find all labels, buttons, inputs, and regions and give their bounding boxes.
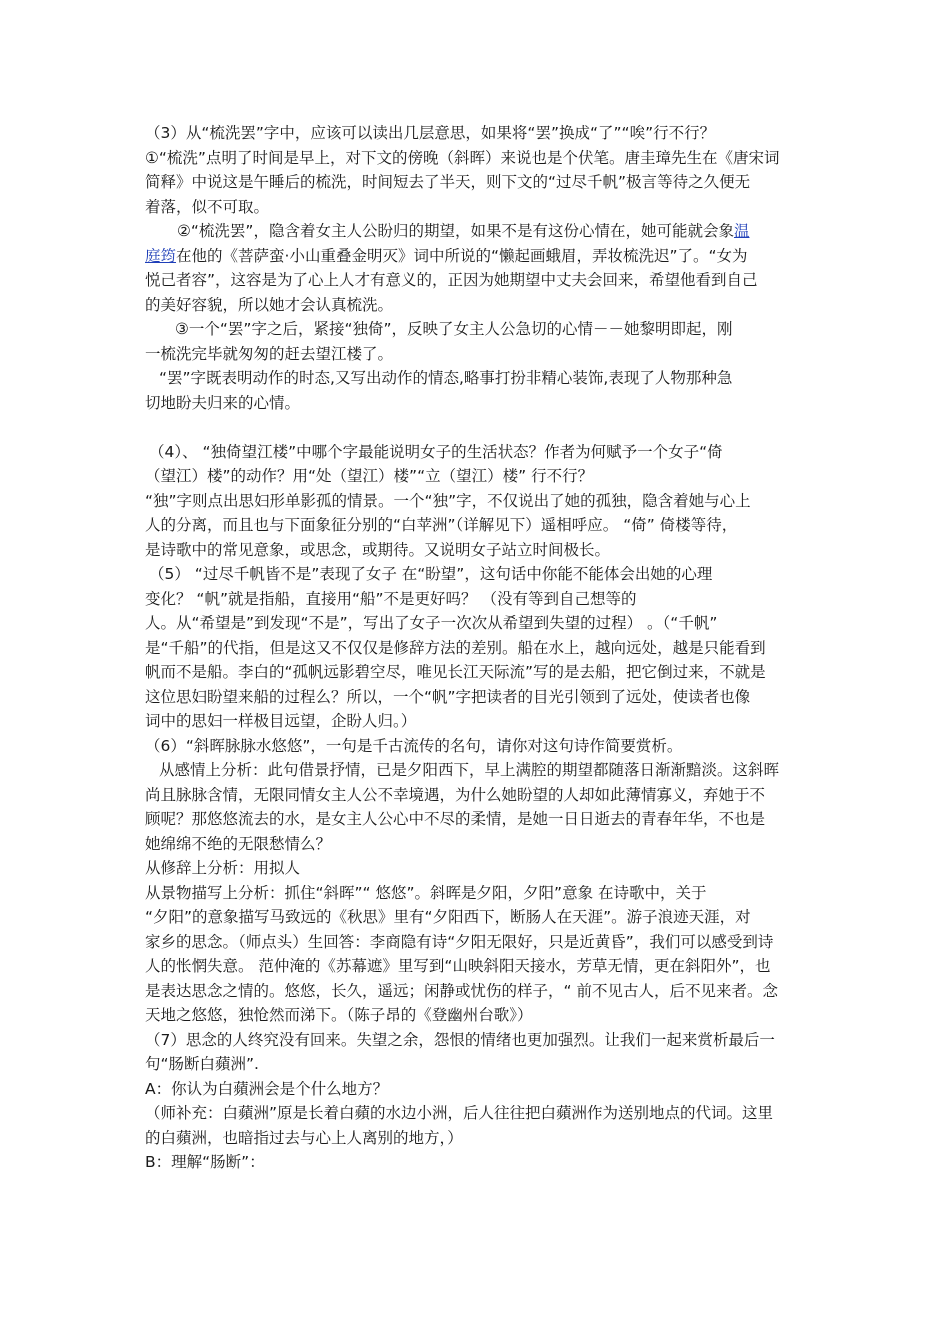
question-7-part-a: A：你认为白蘋洲会是个什么地方？ [145, 1079, 389, 1098]
answer-3-point-3: ③一个“罢”字之后，紧接“独倚”，反映了女主人公急切的心情－－她黎明即起，刚 [175, 320, 733, 338]
answer-3-point-2-end: 的美好容貌，所以她才会认真梳洗。 [145, 295, 394, 314]
answer-6-scenery-end: 天地之悠悠，独怆然而涕下。（陈子昂的《登幽州台歌》） [145, 1006, 533, 1024]
question-4-heading: （4）、 “独倚望江楼”中哪个字最能说明女子的生活状态？作者为何赋予一个女子“倚 [149, 442, 723, 461]
answer-3-point-1-cont: 简释》中说这是午睡后的梳洗，时间短去了半天，则下文的“过尽千帆”极言等待之久便无 [145, 173, 751, 191]
teacher-note: （师补充：白蘋洲”原是长着白蘋的水边小洲，后人往往把白蘋洲作为送别地点的代词。这里 [145, 1104, 774, 1122]
answer-3-point-2-text: ②“梳洗罢”，隐含着女主人公盼归的期望，如果不是有这份心情在，她可能就会象 [177, 222, 734, 240]
answer-6-emotion: 从感情上分析：此句借景抒情，已是夕阳西下，早上满腔的期望都随落日渐渐黯淡。这斜晖 [159, 761, 780, 779]
answer-3-point-1-end: 着落，似不可取。 [145, 197, 270, 216]
answer-4-text-end: 是诗歌中的常见意象，或思念，或期待。又说明女子站立时间极长。 [145, 540, 611, 559]
wen-tingyun-link[interactable]: 温 [733, 222, 750, 240]
answer-5-text: 人。从“希望是”到发现“不是”，写出了女子一次次从希望到失望的过程） 。（“千帆” [145, 614, 718, 632]
document-page [145, 121, 810, 1175]
answer-6-emotion-cont2: 顾呢？那悠悠流去的水，是女主人公心中不尽的柔情，是她一日日逝去的青春年华，不也是 [145, 810, 766, 828]
teacher-note-end: 的白蘋洲，也暗指过去与心上人离别的地方，） [145, 1128, 463, 1147]
question-5-heading: （5） “过尽千帆皆不是”表现了女子 在“盼望”，这句话中你能不能体会出她的心理 [149, 565, 713, 583]
question-7-heading: （7）思念的人终究没有回来。失望之余，怨恨的情绪也更加强烈。让我们一起来赏析最后一 [145, 1030, 775, 1049]
answer-6-scenery: 从景物描写上分析：抓住“斜晖”“ 悠悠”。斜晖是夕阳，夕阳”意象 在诗歌中，关于 [145, 883, 707, 902]
answer-3-point-3-end: 一梳洗完毕就匆匆的赶去望江楼了。 [145, 344, 394, 363]
answer-3-point-2 [145, 219, 810, 244]
answer-3-summary: “罢”字既表明动作的时态,又写出动作的情态,略事打扮非精心装饰,表现了人物那种急 [159, 369, 733, 387]
answer-5-text-cont3: 这位思妇盼望来船的过程么？所以，一个“帆”字把读者的目光引领到了远处，使读者也像 [145, 687, 751, 706]
answer-6-rhetoric: 从修辞上分析：用拟人 [145, 859, 301, 877]
answer-5-text-cont2: 帆而不是船。李白的“孤帆远影碧空尽，唯见长江天际流”写的是去船，把它倒过来，不就是 [145, 663, 766, 681]
answer-3-point-2-cont-text: 在他的《菩萨蛮·小山重叠金明灭》词中所说的“懒起画蛾眉，弄妆梳洗迟”了。“女为 [176, 246, 748, 265]
question-7-part-b: B：理解“肠断”： [145, 1153, 265, 1171]
answer-5-text-cont: 是“千船”的代指，但是这又不仅仅是修辞方法的差别。船在水上，越向远处，越是只能看到 [145, 638, 766, 657]
paragraph-spacer [145, 415, 810, 440]
answer-4-text: “独”字则点出思妇形单影孤的情景。一个“独”字，不仅说出了她的孤独，隐含着她与心上 [145, 491, 751, 510]
answer-6-scenery-cont2: 家乡的思念。（师点头）生回答：李商隐有诗“夕阳无限好，只是近黄昏”，我们可以感受到诗 [145, 932, 774, 951]
answer-6-scenery-cont4: 是表达思念之情的。悠悠，长久，遥远；闲静或忧伤的样子，“ 前不见古人，后不见来者。念 [145, 981, 778, 1000]
answer-6-emotion-cont: 尚且脉脉含情，无限同情女主人公不幸境遇，为什么她盼望的人却如此薄情寡义，弃她于不 [145, 785, 766, 804]
question-6-heading: （6）“斜晖脉脉水悠悠”，一句是千古流传的名句，请你对这句诗作简要赏析。 [145, 736, 683, 755]
answer-6-scenery-cont3: 人的怅惘失意。 范仲淹的《苏幕遮》里写到“山映斜阳天接水，芳草无情，更在斜阳外”，也 [145, 957, 771, 975]
wen-tingyun-link-cont[interactable]: 庭筠 [145, 246, 177, 265]
answer-3-point-2-cont2: 悦己者容”，这容是为了心上人才有意义的，正因为她期望中丈夫会回来，希望他看到自己 [145, 271, 758, 289]
question-5-heading-cont: 变化？ “帆”就是指船，直接用“船”不是更好吗？ （没有等到自己想等的 [145, 589, 637, 608]
answer-4-text-cont: 人的分离，而且也与下面象征分别的“白苹洲”（详解见下）遥相呼应。 “倚” 倚楼等待， [145, 516, 738, 534]
answer-6-scenery-cont: “夕阳”的意象描写马致远的《秋思》里有“夕阳西下，断肠人在天涯”。游子浪迹天涯，对 [145, 908, 751, 926]
answer-6-emotion-end: 她绵绵不绝的无限愁情么？ [145, 834, 332, 853]
answer-5-text-end: 词中的思妇一样极目远望，企盼人归。） [145, 712, 417, 730]
answer-3-point-1: ①“梳洗”点明了时间是早上，对下文的傍晚（斜晖）来说也是个伏笔。唐圭璋先生在《唐宋词 [145, 148, 780, 167]
answer-3-summary-end: 切地盼夫归来的心情。 [145, 393, 301, 412]
question-7-heading-cont: 句“肠断白蘋洲”. [145, 1055, 259, 1073]
question-4-heading-cont: （望江）楼”的动作？用“处（望江）楼”“立（望江）楼” 行不行？ [145, 467, 594, 485]
question-3-heading: （3）从“梳洗罢”字中，应该可以读出几层意思，如果将“罢”换成“了”“唉”行不行？ [145, 124, 716, 142]
answer-3-point-2-cont [145, 244, 810, 269]
